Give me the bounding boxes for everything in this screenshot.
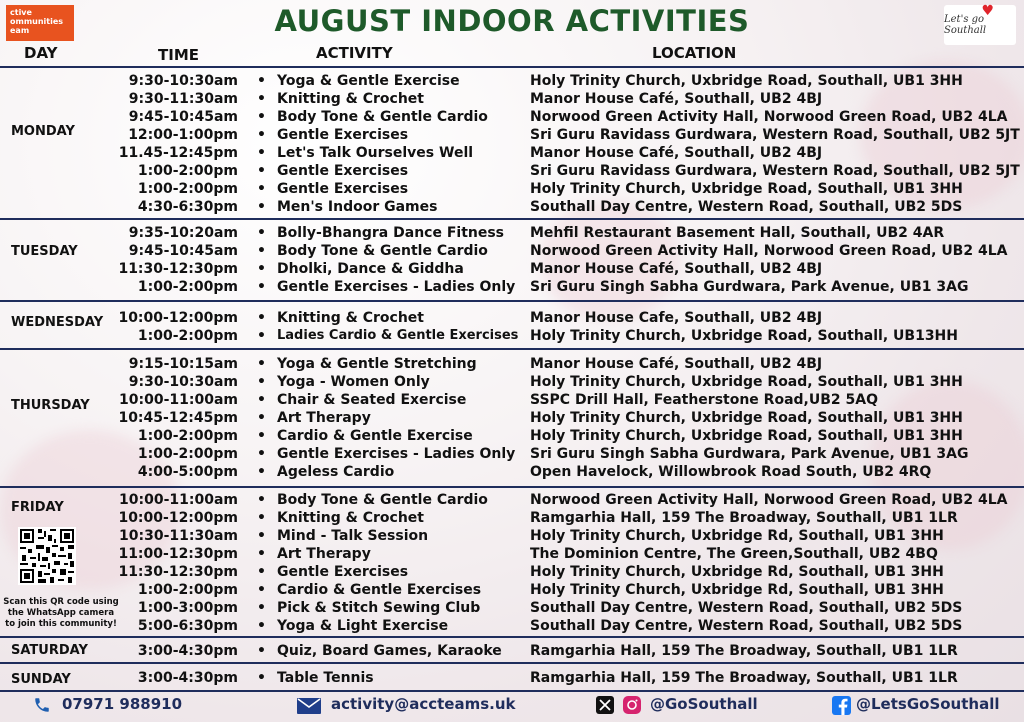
row-location: Holy Trinity Church, Uxbridge Road, Southall, UB1 3HH	[530, 73, 963, 89]
row-activity: Gentle Exercises	[277, 127, 409, 143]
row-time: 9:15-10:15am	[128, 356, 238, 372]
row-time: 1:00-2:00pm	[137, 163, 238, 179]
row-time: 10:00-12:00pm	[118, 510, 238, 526]
lets-go-southall-logo: ♥ Let's go Southall	[944, 5, 1016, 45]
schedule-row	[0, 162, 1024, 180]
row-location: Southall Day Centre, Western Road, Southall, UB2 5DS	[530, 618, 963, 634]
bullet: •	[257, 225, 266, 241]
phone-number[interactable]: 07971 988910	[62, 695, 183, 713]
row-activity: Yoga & Gentle Stretching	[277, 356, 477, 372]
row-time: 4:00-5:00pm	[137, 464, 238, 480]
email-address[interactable]: activity@accteams.uk	[331, 695, 516, 713]
row-location: Holy Trinity Church, Uxbridge Road, Southall, UB1 3HH	[530, 410, 963, 426]
row-location: SSPC Drill Hall, Featherstone Road,UB2 5AQ	[530, 392, 878, 408]
bullet: •	[257, 261, 266, 277]
divider	[0, 66, 1024, 68]
qr-code-icon	[18, 527, 76, 585]
row-location: Holy Trinity Church, Uxbridge Rd, Southall, UB1 3HH	[530, 582, 944, 598]
row-location: Southall Day Centre, Western Road, Southall, UB2 5DS	[530, 199, 963, 215]
row-time: 12:00-1:00pm	[128, 127, 238, 143]
day-label-tuesday: TUESDAY	[11, 244, 78, 259]
bullet: •	[257, 328, 266, 344]
divider	[0, 690, 1024, 692]
row-location: Sri Guru Ravidass Gurdwara, Western Road, Southall, UB2 5JT	[530, 163, 1020, 179]
bullet: •	[257, 643, 266, 659]
row-time: 11:30-12:30pm	[118, 261, 238, 277]
header-time: TIME	[158, 46, 199, 64]
divider	[0, 218, 1024, 220]
day-label-saturday: SATURDAY	[11, 643, 88, 658]
schedule-row	[0, 563, 1024, 581]
bullet: •	[257, 243, 266, 259]
row-activity: Gentle Exercises - Ladies Only	[277, 446, 516, 462]
bullet: •	[257, 670, 266, 686]
day-label-sunday: SUNDAY	[11, 672, 71, 687]
schedule-row	[0, 72, 1024, 90]
row-activity: Knitting & Crochet	[277, 91, 424, 107]
schedule-row	[0, 126, 1024, 144]
schedule-row	[0, 669, 1024, 687]
header-day: DAY	[24, 44, 58, 62]
row-time: 10:00-11:00am	[119, 392, 238, 408]
bullet: •	[257, 91, 266, 107]
schedule-row	[0, 242, 1024, 260]
row-location: Open Havelock, Willowbrook Road South, UB2 4RQ	[530, 464, 932, 480]
phone-icon	[33, 696, 51, 718]
row-time: 11:30-12:30pm	[118, 564, 238, 580]
schedule-row	[0, 108, 1024, 126]
row-time: 10:30-11:30am	[119, 528, 238, 544]
row-activity: Gentle Exercises	[277, 564, 409, 580]
bullet: •	[257, 428, 266, 444]
row-location: Norwood Green Activity Hall, Norwood Green Road, UB2 4LA	[530, 492, 1008, 508]
schedule-row	[0, 327, 1024, 345]
schedule-row	[0, 427, 1024, 445]
row-location: Ramgarhia Hall, 159 The Broadway, Southall, UB1 1LR	[530, 510, 958, 526]
row-time: 1:00-3:00pm	[137, 600, 238, 616]
divider	[0, 636, 1024, 638]
divider	[0, 486, 1024, 488]
row-location: Ramgarhia Hall, 159 The Broadway, Southall, UB1 1LR	[530, 670, 958, 686]
heart-icon: ♥	[981, 3, 994, 19]
row-activity: Yoga & Light Exercise	[277, 618, 449, 634]
row-time: 9:30-11:30am	[128, 91, 238, 107]
bullet: •	[257, 181, 266, 197]
schedule-row	[0, 599, 1024, 617]
bullet: •	[257, 528, 266, 544]
facebook-icon	[832, 696, 851, 719]
bullet: •	[257, 546, 266, 562]
schedule-row	[0, 260, 1024, 278]
row-location: The Dominion Centre, The Green,Southall, UB2 4BQ	[530, 546, 938, 562]
row-activity: Gentle Exercises	[277, 163, 409, 179]
row-activity: Quiz, Board Games, Karaoke	[277, 643, 502, 659]
row-location: Sri Guru Ravidass Gurdwara, Western Road, Southall, UB2 5JT	[530, 127, 1020, 143]
bullet: •	[257, 356, 266, 372]
row-location: Norwood Green Activity Hall, Norwood Green Road, UB2 4LA	[530, 109, 1008, 125]
page-title: AUGUST INDOOR ACTIVITIES	[274, 4, 750, 38]
row-time: 1:00-2:00pm	[137, 328, 238, 344]
row-activity: Knitting & Crochet	[277, 510, 424, 526]
schedule-row	[0, 509, 1024, 527]
row-location: Ramgarhia Hall, 159 The Broadway, Southall, UB1 1LR	[530, 643, 958, 659]
schedule-row	[0, 355, 1024, 373]
row-activity: Bolly-Bhangra Dance Fitness	[277, 225, 505, 241]
facebook-handle[interactable]: @LetsGoSouthall	[856, 695, 1000, 713]
header-location: LOCATION	[652, 44, 737, 62]
row-time: 1:00-2:00pm	[137, 279, 238, 295]
schedule-row	[0, 278, 1024, 296]
row-location: Holy Trinity Church, Uxbridge Rd, Southall, UB1 3HH	[530, 528, 944, 544]
bullet: •	[257, 199, 266, 215]
day-label-friday: FRIDAY	[11, 500, 64, 515]
social-handle[interactable]: @GoSouthall	[650, 695, 758, 713]
row-time: 9:45-10:45am	[128, 109, 238, 125]
row-location: Sri Guru Singh Sabha Gurdwara, Park Avenue, UB1 3AG	[530, 446, 969, 462]
bullet: •	[257, 374, 266, 390]
row-activity: Yoga & Gentle Exercise	[277, 73, 460, 89]
instagram-icon	[623, 696, 641, 718]
schedule-row	[0, 373, 1024, 391]
whatsapp-qr-code[interactable]	[18, 527, 76, 585]
row-activity: Ladies Cardio & Gentle Exercises	[277, 328, 519, 343]
row-location: Holy Trinity Church, Uxbridge Road, Southall, UB1 3HH	[530, 374, 963, 390]
bullet: •	[257, 582, 266, 598]
row-location: Holy Trinity Church, Uxbridge Rd, Southall, UB1 3HH	[530, 564, 944, 580]
row-activity: Yoga - Women Only	[277, 374, 430, 390]
row-activity: Dholki, Dance & Giddha	[277, 261, 464, 277]
schedule-row	[0, 391, 1024, 409]
bullet: •	[257, 410, 266, 426]
row-location: Manor House Café, Southall, UB2 4BJ	[530, 145, 823, 161]
row-time: 9:45-10:45am	[128, 243, 238, 259]
row-activity: Men's Indoor Games	[277, 199, 438, 215]
bullet: •	[257, 127, 266, 143]
row-time: 1:00-2:00pm	[137, 446, 238, 462]
active-communities-team-logo: ctive ommunities eam	[6, 5, 74, 41]
day-label-thursday: THURSDAY	[11, 398, 90, 413]
bullet: •	[257, 279, 266, 295]
email-icon	[297, 698, 321, 718]
row-location: Holy Trinity Church, Uxbridge Road, Southall, UB1 3HH	[530, 181, 963, 197]
bullet: •	[257, 73, 266, 89]
row-time: 10:45-12:45pm	[118, 410, 238, 426]
schedule-row	[0, 90, 1024, 108]
row-activity: Body Tone & Gentle Cardio	[277, 109, 488, 125]
row-activity: Table Tennis	[277, 670, 374, 686]
schedule-row	[0, 224, 1024, 242]
divider	[0, 662, 1024, 664]
row-location: Southall Day Centre, Western Road, Southall, UB2 5DS	[530, 600, 963, 616]
row-time: 5:00-6:30pm	[137, 618, 238, 634]
row-activity: Pick & Stitch Sewing Club	[277, 600, 481, 616]
row-activity: Gentle Exercises - Ladies Only	[277, 279, 516, 295]
schedule-row	[0, 180, 1024, 198]
row-time: 11.45-12:45pm	[118, 145, 238, 161]
bullet: •	[257, 492, 266, 508]
row-time: 4:30-6:30pm	[137, 199, 238, 215]
schedule-row	[0, 545, 1024, 563]
schedule-row	[0, 617, 1024, 635]
row-location: Norwood Green Activity Hall, Norwood Green Road, UB2 4LA	[530, 243, 1008, 259]
schedule-row	[0, 309, 1024, 327]
row-time: 9:35-10:20am	[128, 225, 238, 241]
header-activity: ACTIVITY	[316, 44, 393, 62]
row-time: 11:00-12:30pm	[118, 546, 238, 562]
schedule-row	[0, 409, 1024, 427]
row-location: Manor House Cafe, Southall, UB2 4BJ	[530, 310, 823, 326]
row-activity: Mind - Talk Session	[277, 528, 429, 544]
row-location: Holy Trinity Church, Uxbridge Road, Southall, UB1 3HH	[530, 428, 963, 444]
row-time: 3:00-4:30pm	[137, 643, 238, 659]
day-label-wednesday: WEDNESDAY	[11, 315, 104, 330]
row-time: 10:00-12:00pm	[118, 310, 238, 326]
bullet: •	[257, 392, 266, 408]
divider	[0, 348, 1024, 350]
bullet: •	[257, 464, 266, 480]
schedule-row	[0, 642, 1024, 660]
bullet: •	[257, 618, 266, 634]
row-location: Manor House Café, Southall, UB2 4BJ	[530, 261, 823, 277]
qr-instructions: Scan this QR code using the WhatsApp camera to join this community!	[3, 597, 119, 629]
row-location: Sri Guru Singh Sabha Gurdwara, Park Avenue, UB1 3AG	[530, 279, 969, 295]
row-time: 3:00-4:30pm	[137, 670, 238, 686]
row-activity: Body Tone & Gentle Cardio	[277, 243, 488, 259]
schedule-row	[0, 198, 1024, 216]
row-activity: Art Therapy	[277, 546, 371, 562]
row-time: 10:00-11:00am	[119, 492, 238, 508]
schedule-row	[0, 445, 1024, 463]
row-activity: Let's Talk Ourselves Well	[277, 145, 474, 161]
row-time: 9:30-10:30am	[128, 374, 238, 390]
divider	[0, 300, 1024, 302]
row-activity: Cardio & Gentle Exercises	[277, 582, 482, 598]
row-time: 1:00-2:00pm	[137, 181, 238, 197]
schedule-row	[0, 491, 1024, 509]
row-location: Manor House Café, Southall, UB2 4BJ	[530, 356, 823, 372]
schedule-row	[0, 463, 1024, 481]
schedule-row	[0, 527, 1024, 545]
row-time: 9:30-10:30am	[128, 73, 238, 89]
row-activity: Art Therapy	[277, 410, 371, 426]
bullet: •	[257, 310, 266, 326]
row-activity: Gentle Exercises	[277, 181, 409, 197]
schedule-row	[0, 581, 1024, 599]
day-label-monday: MONDAY	[11, 124, 75, 139]
row-activity: Ageless Cardio	[277, 464, 395, 480]
bullet: •	[257, 510, 266, 526]
row-activity: Body Tone & Gentle Cardio	[277, 492, 488, 508]
row-location: Holy Trinity Church, Uxbridge Road, Southall, UB13HH	[530, 328, 958, 344]
bullet: •	[257, 600, 266, 616]
row-time: 1:00-2:00pm	[137, 428, 238, 444]
bullet: •	[257, 109, 266, 125]
bullet: •	[257, 446, 266, 462]
row-activity: Cardio & Gentle Exercise	[277, 428, 473, 444]
schedule-row	[0, 144, 1024, 162]
row-location: Manor House Café, Southall, UB2 4BJ	[530, 91, 823, 107]
contact-footer	[0, 693, 1024, 722]
bullet: •	[257, 163, 266, 179]
row-activity: Knitting & Crochet	[277, 310, 424, 326]
bullet: •	[257, 145, 266, 161]
row-time: 1:00-2:00pm	[137, 582, 238, 598]
row-location: Mehfil Restaurant Basement Hall, Southall, UB2 4AR	[530, 225, 945, 241]
x-twitter-icon	[596, 696, 614, 718]
bullet: •	[257, 564, 266, 580]
row-activity: Chair & Seated Exercise	[277, 392, 467, 408]
